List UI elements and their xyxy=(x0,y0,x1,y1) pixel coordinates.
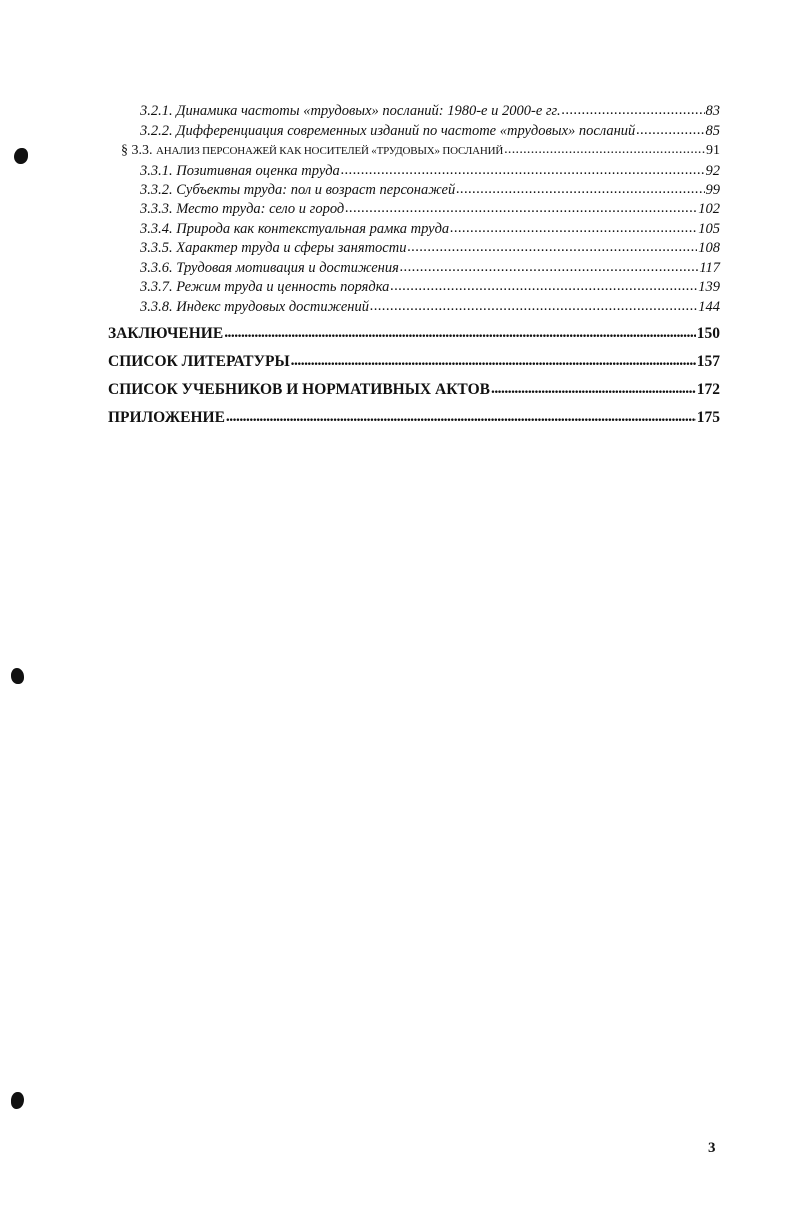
toc-entry-3-3-2 xyxy=(140,182,720,199)
toc-entry-page: 144 xyxy=(698,299,720,315)
toc-entry-bibliography xyxy=(108,353,720,371)
toc-entry-title: СПИСОК УЧЕБНИКОВ И НОРМАТИВНЫХ АКТОВ xyxy=(108,381,490,398)
toc-leader-dots xyxy=(345,200,697,217)
toc-entry-title: 3.3.8. Индекс трудовых достижений xyxy=(140,299,370,315)
toc-entry-title: ПРИЛОЖЕНИЕ xyxy=(108,409,225,426)
toc-entry-title: СПИСОК ЛИТЕРАТУРЫ xyxy=(108,353,290,370)
toc-entry-page: 99 xyxy=(705,182,720,198)
toc-entry-title: ЗАКЛЮЧЕНИЕ xyxy=(108,325,224,342)
toc-leader-dots xyxy=(400,259,698,276)
toc-entry-page: 92 xyxy=(705,163,720,179)
page-number: 3 xyxy=(708,1140,716,1156)
toc-entry-3-3-1 xyxy=(140,163,720,180)
toc-entry-3-3-4 xyxy=(140,221,720,238)
toc-leader-dots xyxy=(636,122,704,139)
toc-entry-page: 102 xyxy=(698,201,720,217)
toc-entry-page: 108 xyxy=(698,240,720,256)
scan-blot-middle xyxy=(11,668,24,684)
toc-entry-page: 172 xyxy=(696,381,720,398)
toc-entry-3-2-2 xyxy=(140,123,720,140)
toc-entry-3-3-7 xyxy=(140,279,720,296)
toc-entry-page: 91 xyxy=(706,143,720,158)
toc-leader-dots xyxy=(370,298,697,315)
toc-leader-dots xyxy=(407,239,697,256)
scan-blot-bottom xyxy=(11,1092,24,1109)
toc-entry-3-3-8 xyxy=(140,299,720,316)
toc-entry-3-3-3 xyxy=(140,201,720,218)
toc-entry-page: 175 xyxy=(696,409,720,426)
toc-entry-page: 105 xyxy=(698,221,720,237)
toc-entry-section-3-3 xyxy=(121,143,720,159)
toc-entry-page: 117 xyxy=(699,260,720,276)
toc-entry-3-3-5 xyxy=(140,240,720,257)
toc-leader-dots xyxy=(224,324,696,342)
toc-entry-title: 3.3.2. Субъекты труда: пол и возраст персонажей xyxy=(140,182,456,198)
toc-entry-title: 3.3.3. Место труда: село и город xyxy=(140,201,345,217)
toc-entry-title: 3.2.2. Дифференциация современных изданий по частоте «трудовых» посланий xyxy=(140,123,636,139)
toc-entry-3-2-1 xyxy=(140,103,720,120)
toc-leader-dots xyxy=(226,408,696,426)
toc-leader-dots xyxy=(341,162,705,179)
toc-leader-dots xyxy=(491,380,696,398)
toc-entry-page: 139 xyxy=(698,279,720,295)
toc-entry-title: 3.3.6. Трудовая мотивация и достижения xyxy=(140,260,399,276)
toc-entry-title: 3.3.7. Режим труда и ценность порядка xyxy=(140,279,390,295)
toc-entry-3-3-6 xyxy=(140,260,720,277)
toc-entry-appendix xyxy=(108,409,720,427)
toc-entry-title: 3.3.5. Характер труда и сферы занятости xyxy=(140,240,407,256)
toc-leader-dots xyxy=(504,142,705,158)
toc-section-title: АНАЛИЗ ПЕРСОНАЖЕЙ КАК НОСИТЕЛЕЙ «ТРУДОВЫХ» ПОСЛАНИЙ xyxy=(156,145,504,157)
toc-leader-dots xyxy=(456,181,704,198)
scan-blot-top xyxy=(14,148,28,164)
toc-leader-dots xyxy=(450,220,697,237)
toc-entry-page: 150 xyxy=(696,325,720,342)
toc-entry-page: 83 xyxy=(705,103,720,119)
toc-leader-dots xyxy=(562,102,705,119)
toc-entry-page: 85 xyxy=(705,123,720,139)
toc-entry-textbooks xyxy=(108,381,720,399)
toc-entry-page: 157 xyxy=(696,353,720,370)
toc-section-number: § 3.3. xyxy=(121,143,153,158)
toc-entry-title: 3.2.1. Динамика частоты «трудовых» посланий: 1980-е и 2000-е гг. xyxy=(140,103,561,119)
toc-leader-dots xyxy=(291,352,696,370)
toc-entry-title: 3.3.4. Природа как контекстуальная рамка труда xyxy=(140,221,450,237)
toc-leader-dots xyxy=(390,278,697,295)
toc-entry-title xyxy=(121,143,503,159)
toc-entry-title: 3.3.1. Позитивная оценка труда xyxy=(140,163,340,179)
toc-entry-conclusion xyxy=(108,325,720,343)
